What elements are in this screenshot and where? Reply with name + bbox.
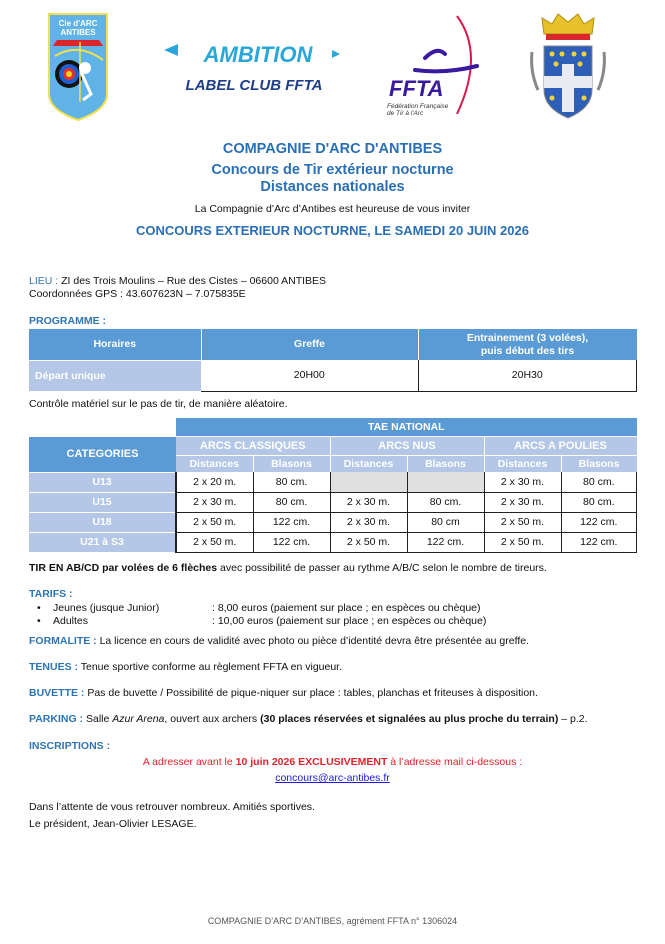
bullet-icon: • <box>37 615 41 627</box>
inscription-email-link[interactable]: concours@arc-antibes.fr <box>275 772 390 784</box>
cell-empty <box>407 472 484 492</box>
table-row <box>29 472 637 492</box>
lieu-label: LIEU : <box>29 275 59 287</box>
lieu-section <box>29 275 326 301</box>
col-greffe: Greffe <box>201 329 418 360</box>
cell: 80 cm. <box>561 492 637 512</box>
sub-blasons: Blasons <box>561 455 637 472</box>
cell: 122 cm. <box>253 532 330 552</box>
parking-pre: Salle <box>83 713 113 725</box>
table-row <box>29 360 637 391</box>
city-coat-of-arms-icon <box>528 12 608 124</box>
row-label-depart: Départ unique <box>29 360 201 391</box>
tir-rule <box>29 562 547 575</box>
ffta-line1: Fédération Française <box>387 103 449 110</box>
tenues-section <box>29 661 342 674</box>
parking-venue: Azur Arena <box>112 713 165 725</box>
greffe-time: 20H00 <box>201 360 418 391</box>
formalite-section <box>29 635 529 648</box>
cell: 2 x 30 m. <box>484 472 561 492</box>
cell: 80 cm. <box>561 472 637 492</box>
inscriptions-deadline <box>0 756 665 769</box>
formalite-text: La licence en cours de validité avec photo ou pièce d’identité devra être présentée au greffe. <box>96 635 529 647</box>
ambition-text: AMBITION <box>203 42 313 67</box>
parking-section <box>29 713 588 726</box>
sub-distances: Distances <box>176 455 253 472</box>
company-title: COMPAGNIE D'ARC D'ANTIBES <box>222 141 443 157</box>
cell: 2 x 50 m. <box>484 532 561 552</box>
cell: 122 cm. <box>561 512 637 532</box>
cell: 2 x 30 m. <box>176 492 253 512</box>
ffta-line2: de Tir à l'Arc <box>387 110 424 117</box>
tarif-price: : 8,00 euros (paiement sur place ; en espèces ou chèque) <box>212 602 481 614</box>
email-row <box>0 772 665 785</box>
ffta-logo-icon <box>385 14 500 122</box>
cell: 80 cm. <box>407 492 484 512</box>
closing-signature: Le président, Jean-Olivier LESAGE. <box>29 818 197 830</box>
label-club-text: LABEL CLUB FFTA <box>185 77 323 94</box>
bullet-icon: • <box>37 602 41 614</box>
cell: 122 cm. <box>253 512 330 532</box>
inscriptions-label: INSCRIPTIONS : <box>29 740 111 752</box>
table-row <box>29 492 637 512</box>
debut-time: 20H30 <box>418 360 637 391</box>
parking-bold: (30 places réservées et signalées au plus proche du terrain) <box>260 713 559 725</box>
formalite-label: FORMALITE : <box>29 635 97 647</box>
ambition-logo-icon <box>162 40 340 102</box>
ffta-wordmark: FFTA <box>389 76 444 101</box>
col-entrainement-line1: Entrainement (3 volées), <box>466 331 589 344</box>
footer: COMPAGNIE D’ARC D’ANTIBES, agrément FFTA n° 1306024 <box>207 916 458 926</box>
cell: 2 x 30 m. <box>330 492 407 512</box>
logo-bar <box>0 8 665 128</box>
deadline-post: à l’adresse mail ci-dessous : <box>387 756 523 768</box>
tenues-label: TENUES : <box>29 661 79 673</box>
gps-coordinates: Coordonnées GPS : 43.607623N – 7.075835E <box>29 288 246 300</box>
event-date-title: CONCOURS EXTERIEUR NOCTURNE, LE SAMEDI 20 JUIN 2026 <box>136 223 529 238</box>
club-logo-icon <box>47 12 109 122</box>
cell: 80 cm. <box>253 472 330 492</box>
group-poulies: ARCS A POULIES <box>484 436 637 455</box>
table-row <box>29 512 637 532</box>
closing <box>29 799 315 833</box>
category-label: U13 <box>29 472 176 492</box>
sub-distances: Distances <box>484 455 561 472</box>
tarif-price: : 10,00 euros (paiement sur place ; en espèces ou chèque) <box>212 615 487 627</box>
tarifs-section <box>29 588 486 628</box>
cell: 80 cm. <box>253 492 330 512</box>
group-nus: ARCS NUS <box>330 436 484 455</box>
group-classiques: ARCS CLASSIQUES <box>176 436 330 455</box>
parking-label: PARKING : <box>29 713 84 725</box>
cell: 2 x 50 m. <box>176 532 253 552</box>
cell: 2 x 30 m. <box>330 512 407 532</box>
tenues-text: Tenue sportive conforme au règlement FFTA en vigueur. <box>78 661 343 673</box>
document-header <box>0 140 665 239</box>
event-subtitle-2: Distances nationales <box>260 179 405 195</box>
event-subtitle-1: Concours de Tir extérieur nocturne <box>211 162 454 178</box>
categories-table <box>29 418 637 553</box>
sub-blasons: Blasons <box>253 455 330 472</box>
cell: 2 x 50 m. <box>176 512 253 532</box>
deadline-bold: 10 juin 2026 EXCLUSIVEMENT <box>235 756 388 768</box>
cell-empty <box>330 472 407 492</box>
tir-rule-rest: avec possibilité de passer au rythme A/B/C selon le nombre de tireurs. <box>217 562 547 574</box>
controle-note: Contrôle matériel sur le pas de tir, de manière aléatoire. <box>29 398 288 410</box>
table-row <box>29 532 637 552</box>
tarif-who: Adultes <box>53 615 89 627</box>
col-entrainement <box>418 329 637 360</box>
cell: 2 x 20 m. <box>176 472 253 492</box>
cell: 2 x 30 m. <box>484 492 561 512</box>
closing-line1: Dans l’attente de vous retrouver nombreux. Amitiés sportives. <box>29 801 315 813</box>
club-logo-line1: Cie d'ARC <box>58 19 98 28</box>
cell: 122 cm. <box>561 532 637 552</box>
invitation-text: La Compagnie d’Arc d’Antibes est heureuse de vous inviter <box>194 203 471 215</box>
category-label: U18 <box>29 512 176 532</box>
programme-label: PROGRAMME : <box>29 315 106 327</box>
cell: 2 x 50 m. <box>484 512 561 532</box>
sub-distances: Distances <box>330 455 407 472</box>
cell: 80 cm <box>407 512 484 532</box>
lieu-address: ZI des Trois Moulins – Rue des Cistes – 06600 ANTIBES <box>58 275 327 287</box>
cell: 122 cm. <box>407 532 484 552</box>
programme-table <box>29 329 637 392</box>
sub-blasons: Blasons <box>407 455 484 472</box>
buvette-section <box>29 687 538 700</box>
club-logo-line2: ANTIBES <box>60 28 96 37</box>
category-label: U15 <box>29 492 176 512</box>
category-label: U21 à S3 <box>29 532 176 552</box>
buvette-text: Pas de buvette / Possibilité de pique-niquer sur place : tables, planchas et friteuses à disposition. <box>84 687 538 699</box>
deadline-pre: A adresser avant le <box>142 756 236 768</box>
parking-post: – p.2. <box>558 713 588 725</box>
buvette-label: BUVETTE : <box>29 687 85 699</box>
tae-national-header: TAE NATIONAL <box>176 418 637 436</box>
tarif-who: Jeunes (jusque Junior) <box>53 602 160 614</box>
tarif-item <box>29 615 486 628</box>
tarifs-label: TARIFS : <box>29 588 73 600</box>
parking-mid: , ouvert aux archers <box>164 713 261 725</box>
tarif-item <box>29 602 486 615</box>
tir-rule-bold: TIR EN AB/CD par volées de 6 flèches <box>29 562 218 574</box>
categories-header: CATEGORIES <box>29 436 176 472</box>
col-horaires: Horaires <box>29 329 201 360</box>
cell: 2 x 50 m. <box>330 532 407 552</box>
col-entrainement-line2: puis début des tirs <box>480 344 575 357</box>
